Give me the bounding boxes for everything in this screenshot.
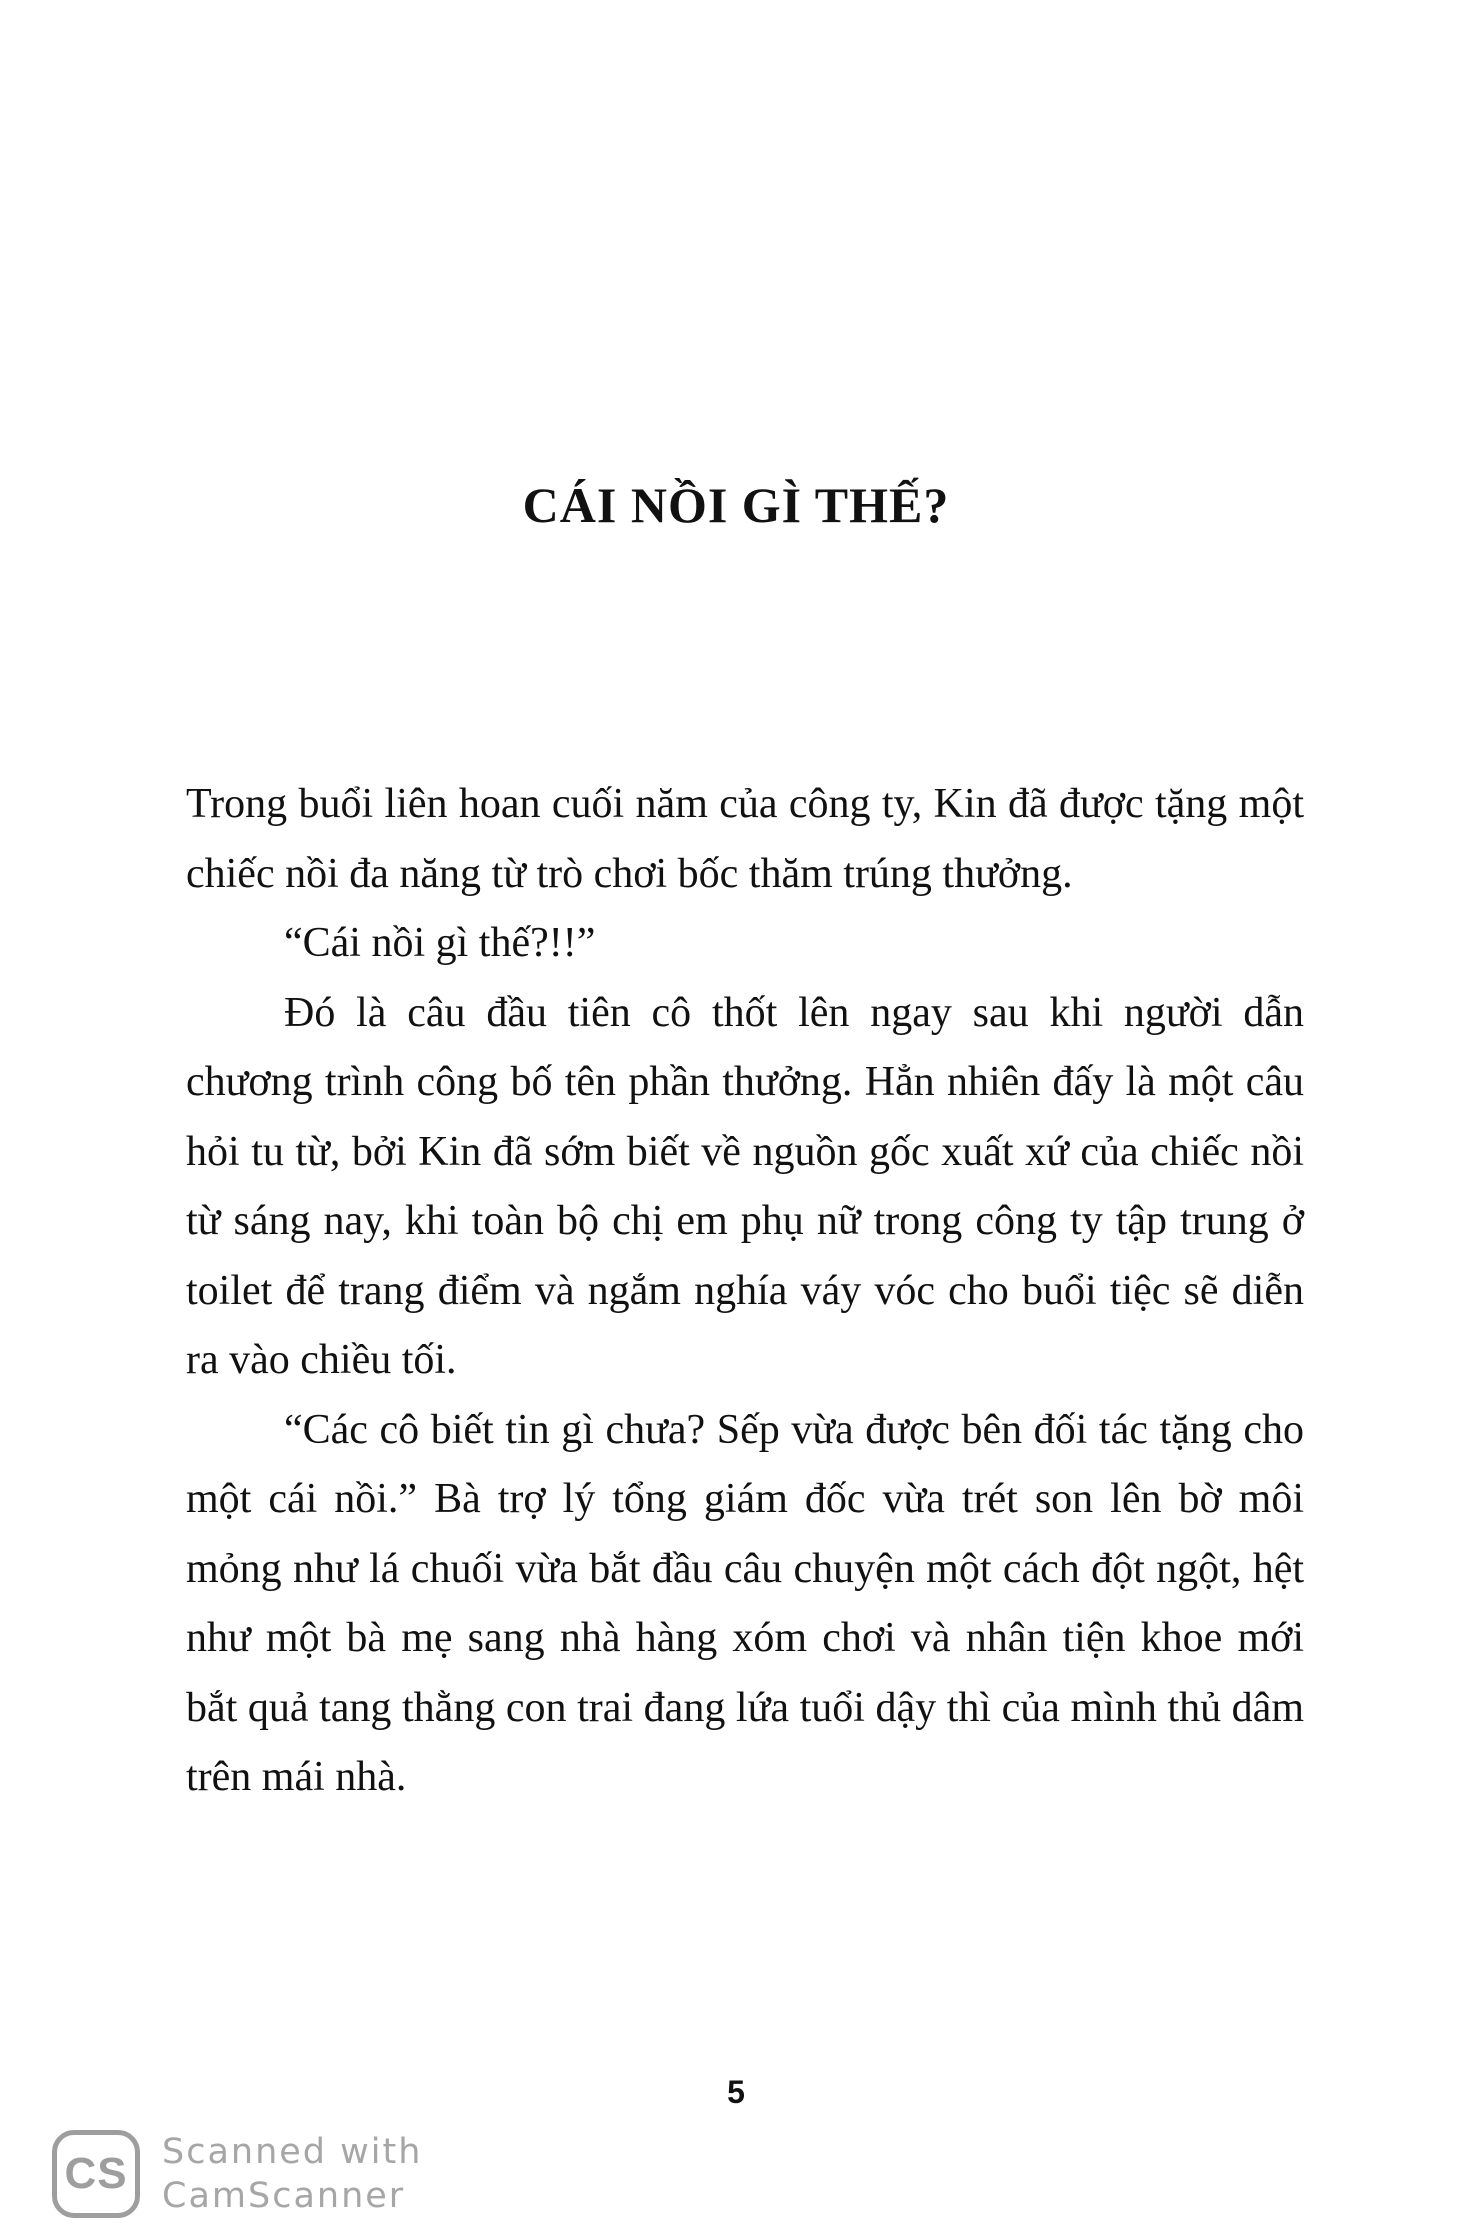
watermark-text <box>162 2130 422 2218</box>
watermark-line-1: Scanned with <box>162 2132 423 2172</box>
paragraph-2: “Cái nồi gì thế?!!” <box>284 920 596 966</box>
paragraph-3: Đó là câu đầu tiên cô thốt lên ngay sau khi người dẫn chương trình công bố tên phần thưởng. Hẳn nhiên đấy là một câu hỏi tu từ, bởi Kin đã sớm biết về nguồn gốc xuất xứ của chiếc nồi từ sáng nay, khi toàn bộ chị em phụ nữ trong công ty tập trung ở toilet để trang điểm và ngắm nghía váy vóc cho buổi tiệc sẽ diễn ra vào chiều tối. <box>186 989 1304 1383</box>
chapter-title: CÁI NỒI GÌ THẾ? <box>522 477 950 533</box>
watermark-line-2: CamScanner <box>162 2176 406 2216</box>
camscanner-logo-icon: CS <box>52 2130 140 2218</box>
page-number: 5 <box>727 2074 745 2110</box>
chapter-body <box>186 770 1304 1813</box>
camscanner-watermark <box>52 2126 422 2222</box>
paragraph-4: “Các cô biết tin gì chưa? Sếp vừa được bên đối tác tặng cho một cái nồi.” Bà trợ lý tổng giám đốc vừa trét son lên bờ môi mỏng như lá chuối vừa bắt đầu câu chuyện một cách đột ngột, hệt như một bà mẹ sang nhà hàng xóm chơi và nhân tiện khoe mới bắt quả tang thằng con trai đang lứa tuổi dậy thì của mình thủ dâm trên mái nhà. <box>186 1406 1304 1800</box>
paragraph-1: Trong buổi liên hoan cuối năm của công ty, Kin đã được tặng một chiếc nồi đa năng từ trò chơi bốc thăm trúng thưởng. <box>186 781 1304 897</box>
